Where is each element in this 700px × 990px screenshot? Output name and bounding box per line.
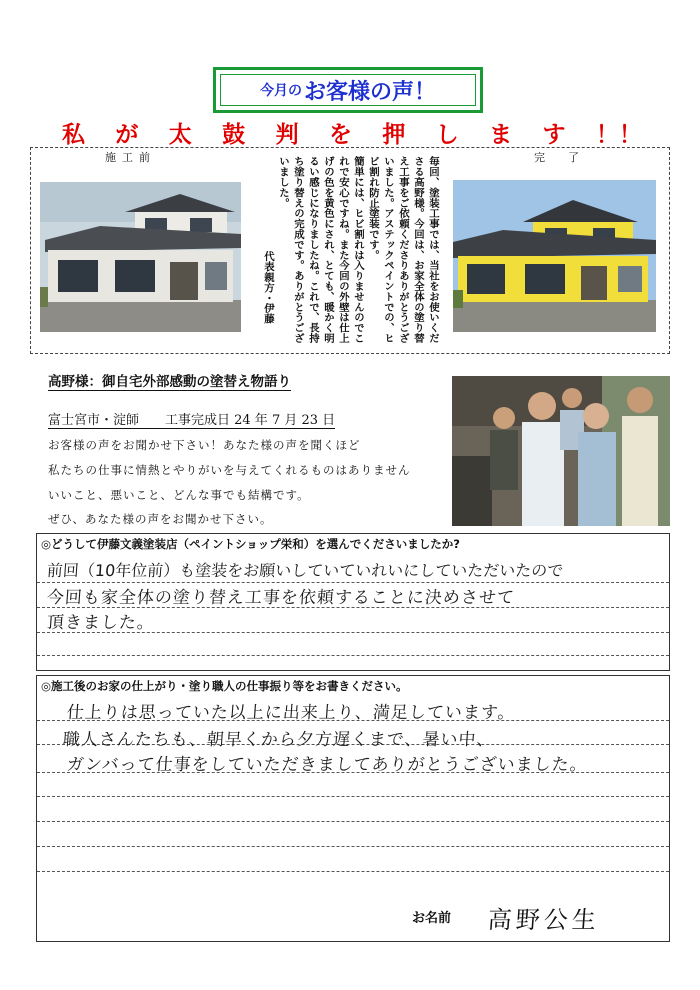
name-label: お名前 — [412, 911, 452, 926]
handwritten-answer-line: 今回も家全体の塗り替え工事を依頼することに決めさせて — [46, 588, 516, 608]
intro-line: ぜひ、あなた様の声をお聞かせ下さい。 — [48, 512, 273, 526]
title-inner-border — [220, 74, 476, 106]
title-prefix: 今月の — [259, 83, 302, 99]
question-label: ◎施工後のお家の仕上がり・塗り職人の仕事振り等をお書きください。 — [41, 679, 408, 693]
comment-signature: 代表親方・伊藤 — [262, 251, 274, 324]
answer-rule — [37, 871, 669, 872]
handwritten-answer-line: 職人さんたちも、朝早くから夕方遅くまで、暑い中、 — [62, 730, 496, 750]
answer-rule — [37, 796, 669, 797]
customer-name: 高野公生 — [486, 906, 601, 934]
question-box-1 — [36, 533, 670, 671]
answer-rule — [37, 821, 669, 822]
slogan-char: 鼓 — [222, 120, 246, 148]
location-and-date: 富士宮市・淀師 工事完成日 24 年 7 月 23 日 — [48, 409, 335, 429]
answer-rule — [37, 846, 669, 847]
question-label: ◎どうして伊藤文義塗装店（ペイントショップ栄和）を選んでくださいましたか? — [41, 537, 460, 551]
intro-line: お客様の声をお聞かせ下さい！あなた様の声を聞くほど — [48, 438, 361, 452]
handwritten-answer-line: ガンバって仕事をしていただきましてありがとうございました。 — [66, 755, 589, 775]
customer-group-photo — [452, 376, 670, 526]
handwritten-answer-line: 頂きました。 — [46, 613, 156, 633]
page-title: お客様の声！ — [303, 78, 436, 105]
slogan — [62, 118, 642, 146]
before-house-photo — [40, 182, 241, 332]
title-banner — [213, 67, 483, 113]
slogan-char: し — [435, 120, 459, 148]
handwritten-answer-line: 前回（10年位前）も塗装をお願いしていていれいにしていただいたので — [46, 561, 564, 580]
after-caption: 完 了 — [534, 151, 585, 164]
answer-rule — [37, 655, 669, 656]
slogan-char: 私 — [62, 120, 85, 148]
after-house-photo — [453, 180, 656, 332]
slogan-char: 太 — [168, 120, 192, 148]
intro-line: いいこと、悪いこと、どんな事でも結構です。 — [48, 488, 310, 502]
slogan-char: ま — [489, 120, 513, 148]
story-title: 高野様：御自宅外部感動の塗替え物語り — [48, 370, 291, 391]
comment-paragraph: 毎回、塗装工事では、当社をお使いくださる高野様。今回は、お家全体の塗り替え工事をご依頼くださりありがとうございました。アステックペイントでの、ヒビ割れ防止塗装です。 — [367, 156, 439, 344]
before-caption: 施工前 — [105, 151, 156, 164]
comment-paragraph: 簡単には、ヒビ割れは入りませんのでこれで安心ですね。また今回の外壁は仕上げの色を黄色にされ、とても、暖かく明るい感じになりましたね。これで、長持ち塗り替えの完成です。ありがとうございました。 — [277, 156, 364, 344]
slogan-char: す — [542, 120, 566, 148]
slogan-char: 押 — [382, 120, 406, 148]
slogan-char: 判 — [275, 120, 299, 148]
slogan-char: を — [328, 120, 352, 148]
slogan-char: ！！ — [595, 120, 642, 148]
intro-line: 私たちの仕事に情熱とやりがいを与えてくれるものはありません — [48, 463, 411, 477]
handwritten-answer-line: 仕上りは思っていた以上に出来上り、満足しています。 — [66, 703, 517, 723]
slogan-char: が — [115, 120, 139, 148]
staff-comment — [245, 156, 440, 352]
